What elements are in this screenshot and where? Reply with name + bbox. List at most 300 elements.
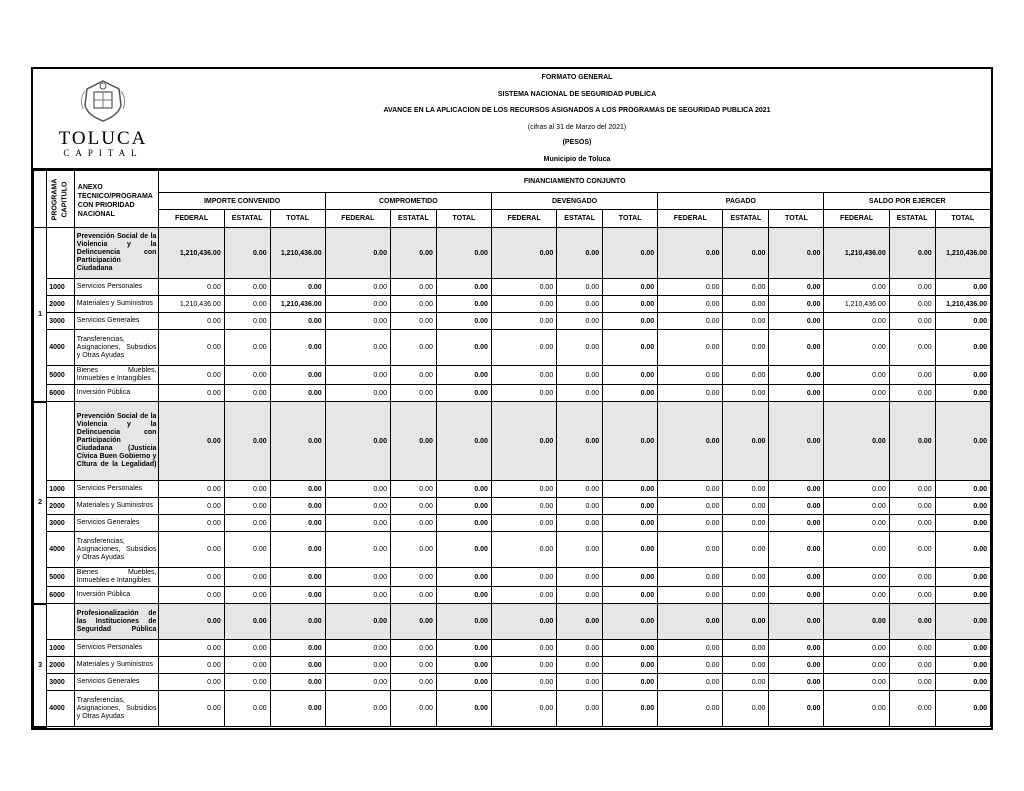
chapter-amount-cell: 0.00 [603, 640, 658, 657]
chapter-amount-cell: 0.00 [557, 568, 603, 587]
chapter-amount-cell: 0.00 [557, 498, 603, 515]
program-title-row [34, 604, 991, 640]
chapter-amount-cell: 0.00 [491, 330, 556, 366]
chapter-amount-cell: 0.00 [769, 657, 824, 674]
chapter-amount-cell: 0.00 [769, 640, 824, 657]
program-amount-cell: 0.00 [491, 228, 556, 279]
chapter-amount-cell: 0.00 [603, 515, 658, 532]
toluca-logo [47, 79, 159, 159]
chapter-amount-cell: 0.00 [159, 587, 224, 604]
chapter-description: Servicios Personales [74, 279, 159, 296]
chapter-row [34, 691, 991, 727]
program-amount-cell: 0.00 [723, 402, 769, 481]
chapter-amount-cell: 0.00 [491, 587, 556, 604]
chapter-amount-cell: 0.00 [889, 330, 935, 366]
program-number: 3 [34, 604, 47, 727]
chapter-description: Inversión Pública [74, 385, 159, 402]
chapter-amount-cell: 0.00 [889, 674, 935, 691]
chapter-amount-cell: 0.00 [557, 587, 603, 604]
chapter-amount-cell: 0.00 [658, 330, 723, 366]
chapter-amount-cell: 0.00 [935, 366, 990, 385]
chapter-amount-cell: 0.00 [723, 279, 769, 296]
chapter-amount-cell: 0.00 [491, 568, 556, 587]
program-amount-cell: 0.00 [224, 402, 270, 481]
chapter-amount-cell: 0.00 [491, 313, 556, 330]
chapter-amount-cell: 0.00 [159, 674, 224, 691]
chapter-amount-cell: 0.00 [935, 515, 990, 532]
capitulo-cell [47, 402, 75, 481]
program-amount-cell: 0.00 [824, 402, 889, 481]
chapter-amount-cell: 0.00 [603, 366, 658, 385]
program-number: 1 [34, 228, 47, 402]
program-amount-cell: 0.00 [723, 604, 769, 640]
chapter-amount-cell: 0.00 [159, 313, 224, 330]
program-amount-cell: 1,210,436.00 [935, 228, 990, 279]
header-subcolumn: FEDERAL [824, 210, 889, 228]
chapter-amount-cell: 0.00 [824, 568, 889, 587]
chapter-row [34, 279, 991, 296]
chapter-amount-cell: 0.00 [658, 587, 723, 604]
chapter-amount-cell: 0.00 [723, 481, 769, 498]
program-amount-cell: 0.00 [658, 402, 723, 481]
program-amount-cell: 0.00 [159, 402, 224, 481]
chapter-amount-cell: 0.00 [325, 498, 390, 515]
chapter-amount-cell: 0.00 [889, 481, 935, 498]
chapter-amount-cell: 0.00 [224, 515, 270, 532]
chapter-amount-cell: 0.00 [769, 296, 824, 313]
chapter-amount-cell: 0.00 [325, 481, 390, 498]
chapter-amount-cell: 0.00 [159, 481, 224, 498]
chapter-amount-cell: 0.00 [603, 330, 658, 366]
chapter-description: Transferencias, Asignaciones, Subsidios y Otras Ayudas [74, 691, 159, 727]
chapter-amount-cell: 0.00 [224, 498, 270, 515]
chapter-amount-cell: 0.00 [270, 313, 325, 330]
program-amount-cell: 0.00 [390, 402, 436, 481]
chapter-code: 4000 [47, 532, 75, 568]
chapter-amount-cell: 0.00 [491, 366, 556, 385]
chapter-amount-cell: 0.00 [603, 481, 658, 498]
chapter-amount-cell: 0.00 [603, 674, 658, 691]
chapter-amount-cell: 0.00 [769, 279, 824, 296]
chapter-amount-cell: 0.00 [935, 568, 990, 587]
chapter-description: Servicios Generales [74, 515, 159, 532]
program-amount-cell: 0.00 [224, 228, 270, 279]
chapter-amount-cell: 0.00 [325, 657, 390, 674]
chapter-amount-cell: 0.00 [603, 532, 658, 568]
chapter-amount-cell: 0.00 [159, 568, 224, 587]
chapter-amount-cell: 0.00 [390, 385, 436, 402]
chapter-amount-cell: 0.00 [557, 313, 603, 330]
chapter-row [34, 481, 991, 498]
chapter-amount-cell: 0.00 [390, 279, 436, 296]
chapter-amount-cell: 0.00 [325, 587, 390, 604]
chapter-amount-cell: 0.00 [658, 657, 723, 674]
header-subcolumn: FEDERAL [325, 210, 390, 228]
chapter-amount-cell: 0.00 [824, 279, 889, 296]
chapter-amount-cell: 0.00 [390, 515, 436, 532]
header-subcolumn: ESTATAL [390, 210, 436, 228]
chapter-amount-cell: 0.00 [935, 640, 990, 657]
chapter-amount-cell: 0.00 [889, 691, 935, 727]
header-group: SALDO POR EJERCER [824, 193, 991, 210]
program-amount-cell: 0.00 [270, 604, 325, 640]
chapter-amount-cell: 0.00 [658, 498, 723, 515]
chapter-amount-cell: 0.00 [824, 366, 889, 385]
program-amount-cell: 0.00 [557, 402, 603, 481]
program-amount-cell: 0.00 [769, 604, 824, 640]
chapter-amount-cell: 0.00 [723, 532, 769, 568]
chapter-amount-cell: 0.00 [436, 691, 491, 727]
header-subcolumn: ESTATAL [889, 210, 935, 228]
chapter-amount-cell: 0.00 [935, 481, 990, 498]
chapter-amount-cell: 0.00 [824, 330, 889, 366]
program-amount-cell: 0.00 [436, 402, 491, 481]
chapter-code: 2000 [47, 296, 75, 313]
header-group: COMPROMETIDO [325, 193, 491, 210]
chapter-description: Bienes Muebles, Inmuebles e Intangibles [74, 568, 159, 587]
chapter-code: 5000 [47, 568, 75, 587]
chapter-amount-cell: 0.00 [491, 532, 556, 568]
chapter-amount-cell: 0.00 [889, 296, 935, 313]
chapter-amount-cell: 0.00 [159, 657, 224, 674]
chapter-amount-cell: 0.00 [603, 498, 658, 515]
chapter-amount-cell: 0.00 [824, 481, 889, 498]
chapter-code: 4000 [47, 691, 75, 727]
chapter-amount-cell: 0.00 [889, 568, 935, 587]
chapter-amount-cell: 0.00 [224, 330, 270, 366]
chapter-amount-cell: 0.00 [491, 691, 556, 727]
header-capitulo: CAPITULO [47, 171, 75, 228]
chapter-amount-cell: 0.00 [491, 515, 556, 532]
chapter-code: 4000 [47, 330, 75, 366]
header-subcolumn: FEDERAL [159, 210, 224, 228]
chapter-amount-cell: 0.00 [390, 366, 436, 385]
chapter-row [34, 385, 991, 402]
program-amount-cell: 0.00 [658, 228, 723, 279]
chapter-amount-cell: 0.00 [390, 532, 436, 568]
chapter-amount-cell: 0.00 [436, 481, 491, 498]
chapter-description: Servicios Personales [74, 481, 159, 498]
program-amount-cell: 1,210,436.00 [159, 228, 224, 279]
chapter-amount-cell: 0.00 [224, 587, 270, 604]
header-financiamiento: FINANCIAMIENTO CONJUNTO [159, 171, 991, 193]
chapter-code: 3000 [47, 674, 75, 691]
chapter-amount-cell: 0.00 [723, 296, 769, 313]
chapter-amount-cell: 0.00 [603, 691, 658, 727]
chapter-amount-cell: 0.00 [390, 674, 436, 691]
chapter-amount-cell: 0.00 [436, 330, 491, 366]
chapter-amount-cell: 0.00 [491, 385, 556, 402]
chapter-amount-cell: 0.00 [557, 296, 603, 313]
chapter-amount-cell: 0.00 [723, 330, 769, 366]
program-title-row [34, 228, 991, 279]
header-group: DEVENGADO [491, 193, 657, 210]
program-title: Prevención Social de la Violencia y la Delincuencia con Participación Ciudadana (Justicia Cívica Buen Gobierno y Cltura de la Legalidad) [74, 402, 159, 481]
program-amount-cell: 0.00 [325, 402, 390, 481]
chapter-amount-cell: 0.00 [723, 674, 769, 691]
coat-of-arms-icon [79, 79, 127, 123]
chapter-amount-cell: 0.00 [769, 481, 824, 498]
header-anexo: ANEXO TECNICO/PROGRAMA CON PRIORIDAD NACIONAL [74, 171, 159, 228]
chapter-amount-cell: 0.00 [824, 657, 889, 674]
chapter-amount-cell: 0.00 [436, 640, 491, 657]
chapter-amount-cell: 0.00 [658, 279, 723, 296]
chapter-amount-cell: 0.00 [224, 691, 270, 727]
chapter-amount-cell: 0.00 [557, 515, 603, 532]
header-subcolumn: ESTATAL [557, 210, 603, 228]
chapter-amount-cell: 0.00 [270, 587, 325, 604]
chapter-code: 1000 [47, 481, 75, 498]
program-amount-cell: 0.00 [935, 604, 990, 640]
chapter-amount-cell: 0.00 [270, 657, 325, 674]
chapter-row [34, 515, 991, 532]
header-subcolumn: FEDERAL [658, 210, 723, 228]
chapter-amount-cell: 0.00 [769, 587, 824, 604]
chapter-amount-cell: 0.00 [935, 498, 990, 515]
chapter-amount-cell: 0.00 [390, 313, 436, 330]
chapter-amount-cell: 0.00 [723, 640, 769, 657]
report-header [33, 69, 991, 170]
program-amount-cell: 0.00 [159, 604, 224, 640]
chapter-amount-cell: 0.00 [159, 515, 224, 532]
chapter-amount-cell: 0.00 [159, 498, 224, 515]
chapter-amount-cell: 0.00 [436, 587, 491, 604]
chapter-amount-cell: 0.00 [723, 691, 769, 727]
chapter-amount-cell: 0.00 [889, 657, 935, 674]
chapter-amount-cell: 0.00 [325, 674, 390, 691]
chapter-amount-cell: 0.00 [390, 640, 436, 657]
chapter-row [34, 674, 991, 691]
chapter-amount-cell: 0.00 [224, 674, 270, 691]
chapter-amount-cell: 0.00 [658, 691, 723, 727]
chapter-amount-cell: 0.00 [436, 657, 491, 674]
chapter-description: Servicios Generales [74, 674, 159, 691]
chapter-amount-cell: 0.00 [557, 532, 603, 568]
chapter-description: Servicios Personales [74, 640, 159, 657]
chapter-code: 1000 [47, 640, 75, 657]
chapter-amount-cell: 0.00 [935, 657, 990, 674]
chapter-amount-cell: 0.00 [658, 674, 723, 691]
chapter-amount-cell: 0.00 [270, 481, 325, 498]
program-amount-cell: 0.00 [603, 604, 658, 640]
chapter-amount-cell: 0.00 [769, 313, 824, 330]
chapter-amount-cell: 0.00 [270, 674, 325, 691]
chapter-amount-cell: 0.00 [436, 674, 491, 691]
chapter-description: Materiales y Suministros [74, 657, 159, 674]
chapter-amount-cell: 0.00 [824, 515, 889, 532]
program-title: Prevención Social de la Violencia y la Delincuencia con Participación Ciudadana [74, 228, 159, 279]
chapter-amount-cell: 0.00 [603, 313, 658, 330]
program-amount-cell: 0.00 [224, 604, 270, 640]
chapter-amount-cell: 0.00 [390, 657, 436, 674]
chapter-amount-cell: 0.00 [603, 296, 658, 313]
logo-subtitle: CAPITAL [63, 148, 143, 158]
chapter-amount-cell: 0.00 [436, 498, 491, 515]
program-amount-cell: 0.00 [658, 604, 723, 640]
chapter-amount-cell: 0.00 [270, 498, 325, 515]
chapter-amount-cell: 0.00 [159, 532, 224, 568]
chapter-amount-cell: 0.00 [436, 296, 491, 313]
chapter-amount-cell: 0.00 [824, 385, 889, 402]
program-amount-cell: 0.00 [935, 402, 990, 481]
chapter-amount-cell: 0.00 [935, 330, 990, 366]
chapter-amount-cell: 0.00 [491, 481, 556, 498]
program-amount-cell: 0.00 [491, 604, 556, 640]
chapter-amount-cell: 0.00 [390, 691, 436, 727]
chapter-amount-cell: 0.00 [889, 587, 935, 604]
chapter-amount-cell: 0.00 [159, 640, 224, 657]
chapter-amount-cell: 0.00 [769, 568, 824, 587]
chapter-amount-cell: 0.00 [557, 657, 603, 674]
chapter-amount-cell: 0.00 [769, 366, 824, 385]
chapter-amount-cell: 0.00 [723, 515, 769, 532]
chapter-amount-cell: 0.00 [603, 385, 658, 402]
chapter-amount-cell: 0.00 [325, 279, 390, 296]
chapter-amount-cell: 0.00 [889, 498, 935, 515]
chapter-amount-cell: 0.00 [436, 515, 491, 532]
chapter-amount-cell: 0.00 [159, 691, 224, 727]
header-group: PAGADO [658, 193, 824, 210]
chapter-amount-cell: 0.00 [390, 568, 436, 587]
chapter-amount-cell: 0.00 [436, 385, 491, 402]
chapter-amount-cell: 0.00 [935, 587, 990, 604]
chapter-amount-cell: 0.00 [390, 481, 436, 498]
chapter-amount-cell: 0.00 [769, 330, 824, 366]
chapter-amount-cell: 0.00 [824, 532, 889, 568]
chapter-description: Inversión Pública [74, 587, 159, 604]
program-amount-cell: 0.00 [325, 604, 390, 640]
chapter-amount-cell: 0.00 [224, 640, 270, 657]
chapter-amount-cell: 0.00 [658, 568, 723, 587]
chapter-amount-cell: 0.00 [658, 481, 723, 498]
program-number: 2 [34, 402, 47, 604]
chapter-amount-cell: 0.00 [723, 587, 769, 604]
header-subcolumn: TOTAL [935, 210, 990, 228]
chapter-amount-cell: 0.00 [436, 568, 491, 587]
chapter-amount-cell: 0.00 [491, 498, 556, 515]
program-amount-cell: 0.00 [603, 402, 658, 481]
chapter-row [34, 568, 991, 587]
logo-name: TOLUCA [58, 128, 148, 149]
chapter-amount-cell: 0.00 [723, 568, 769, 587]
chapter-amount-cell: 0.00 [436, 532, 491, 568]
chapter-amount-cell: 0.00 [325, 385, 390, 402]
chapter-amount-cell: 0.00 [224, 366, 270, 385]
chapter-amount-cell: 0.00 [824, 498, 889, 515]
chapter-amount-cell: 0.00 [557, 691, 603, 727]
chapter-row [34, 313, 991, 330]
chapter-amount-cell: 0.00 [723, 385, 769, 402]
chapter-amount-cell: 1,210,436.00 [935, 296, 990, 313]
chapter-amount-cell: 0.00 [557, 674, 603, 691]
chapter-amount-cell: 0.00 [658, 385, 723, 402]
report-sheet [31, 67, 993, 730]
chapter-code: 2000 [47, 657, 75, 674]
chapter-amount-cell: 0.00 [159, 366, 224, 385]
chapter-code: 5000 [47, 366, 75, 385]
chapter-amount-cell: 0.00 [270, 515, 325, 532]
header-subcolumn: ESTATAL [723, 210, 769, 228]
chapter-amount-cell: 0.00 [557, 366, 603, 385]
chapter-amount-cell: 1,210,436.00 [824, 296, 889, 313]
program-amount-cell: 0.00 [769, 402, 824, 481]
chapter-amount-cell: 0.00 [270, 385, 325, 402]
chapter-amount-cell: 0.00 [325, 366, 390, 385]
chapter-amount-cell: 0.00 [658, 515, 723, 532]
chapter-amount-cell: 0.00 [224, 481, 270, 498]
chapter-amount-cell: 1,210,436.00 [270, 296, 325, 313]
program-title: Profesionalización de las Instituciones de Seguridad Pública [74, 604, 159, 640]
chapter-row [34, 366, 991, 385]
chapter-amount-cell: 0.00 [390, 330, 436, 366]
chapter-amount-cell: 0.00 [224, 568, 270, 587]
chapter-amount-cell: 0.00 [723, 498, 769, 515]
chapter-amount-cell: 0.00 [769, 498, 824, 515]
chapter-amount-cell: 0.00 [325, 532, 390, 568]
chapter-amount-cell: 0.00 [935, 674, 990, 691]
program-amount-cell: 1,210,436.00 [824, 228, 889, 279]
chapter-amount-cell: 0.00 [491, 657, 556, 674]
chapter-description: Transferencias, Asignaciones, Subsidios y Otras Ayudas [74, 330, 159, 366]
chapter-amount-cell: 0.00 [491, 279, 556, 296]
chapter-amount-cell: 0.00 [889, 279, 935, 296]
chapter-amount-cell: 0.00 [390, 587, 436, 604]
program-title-row [34, 402, 991, 481]
chapter-amount-cell: 0.00 [658, 532, 723, 568]
title-system: SISTEMA NACIONAL DE SEGURIDAD PUBLICA [497, 91, 657, 98]
chapter-amount-cell: 0.00 [723, 313, 769, 330]
chapter-amount-cell: 0.00 [889, 385, 935, 402]
chapter-code: 1000 [47, 279, 75, 296]
chapter-amount-cell: 0.00 [889, 532, 935, 568]
chapter-amount-cell: 0.00 [603, 568, 658, 587]
chapter-amount-cell: 0.00 [769, 532, 824, 568]
header-subcolumn: TOTAL [436, 210, 491, 228]
chapter-amount-cell: 0.00 [390, 296, 436, 313]
chapter-amount-cell: 0.00 [824, 674, 889, 691]
chapter-amount-cell: 0.00 [224, 657, 270, 674]
program-amount-cell: 0.00 [325, 228, 390, 279]
chapter-amount-cell: 0.00 [769, 674, 824, 691]
chapter-amount-cell: 0.00 [325, 515, 390, 532]
title-format: FORMATO GENERAL [541, 74, 613, 81]
chapter-amount-cell: 0.00 [889, 313, 935, 330]
chapter-amount-cell: 0.00 [769, 385, 824, 402]
chapter-row [34, 296, 991, 313]
program-amount-cell: 0.00 [889, 604, 935, 640]
header-programa: PROGRAMA [34, 171, 47, 228]
program-amount-cell: 0.00 [491, 402, 556, 481]
chapter-amount-cell: 0.00 [557, 279, 603, 296]
header-subcolumn: TOTAL [270, 210, 325, 228]
program-amount-cell: 0.00 [889, 228, 935, 279]
chapter-amount-cell: 0.00 [769, 691, 824, 727]
chapter-code: 2000 [47, 498, 75, 515]
budget-table [33, 170, 991, 728]
chapter-code: 3000 [47, 313, 75, 330]
chapter-amount-cell: 0.00 [935, 532, 990, 568]
chapter-amount-cell: 0.00 [325, 568, 390, 587]
chapter-amount-cell: 0.00 [224, 296, 270, 313]
chapter-amount-cell: 0.00 [491, 674, 556, 691]
chapter-row [34, 532, 991, 568]
chapter-amount-cell: 0.00 [224, 385, 270, 402]
chapter-amount-cell: 0.00 [935, 313, 990, 330]
chapter-code: 6000 [47, 587, 75, 604]
chapter-row [34, 657, 991, 674]
chapter-amount-cell: 0.00 [658, 366, 723, 385]
program-amount-cell: 1,210,436.00 [270, 228, 325, 279]
